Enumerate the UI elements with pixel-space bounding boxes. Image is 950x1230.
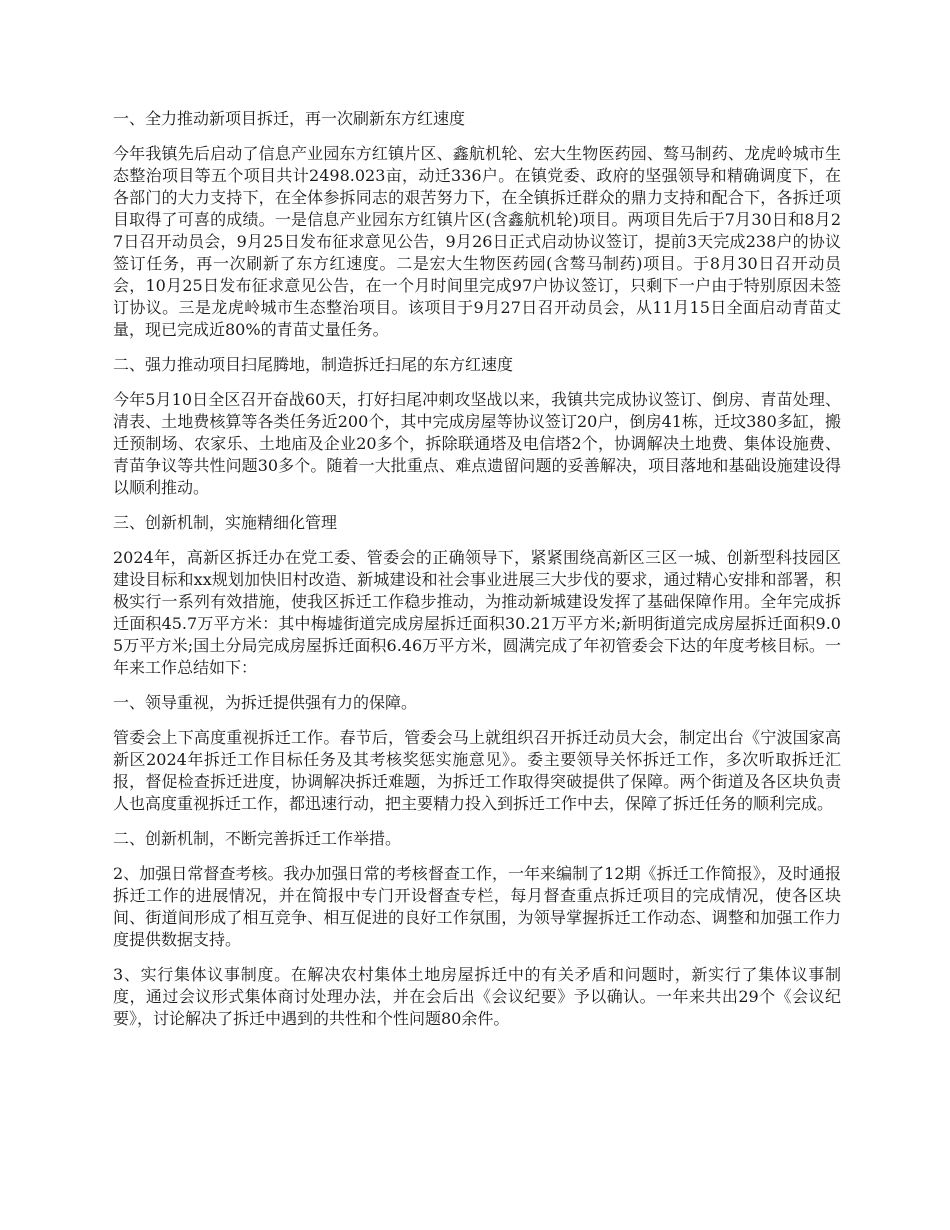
paragraph-3: 2024年，高新区拆迁办在党工委、管委会的正确领导下，紧紧围绕高新区三区一城、创新型科技园区建设目标和xx规划加快旧村改造、新城建设和社会事业进展三大步伐的要求，通过精心安排和部署，积极实行一系列有效措施，使我区拆迁工作稳步推动，为推动新城建设发挥了基础保障作用。全年完成拆迁面积45.7万平方米：其中梅墟街道完成房屋拆迁面积30.21万平方米;新明街道完成房屋拆迁面积9.05万平方米;国土分局完成房屋拆迁面积6.46万平方米，圆满完成了年初管委会下达的年度考核目标。一年来工作总结如下： — [113, 548, 841, 677]
heading-3: 三、创新机制，实施精细化管理 — [113, 513, 338, 532]
heading-1: 一、全力推动新项目拆迁，再一次刷新东方红速度 — [113, 109, 466, 128]
heading-2: 二、强力推动项目扫尾腾地，制造拆迁扫尾的东方红速度 — [113, 355, 514, 374]
paragraph-4: 管委会上下高度重视拆迁工作。春节后，管委会马上就组织召开拆迁动员大会，制定出台《宁波国家高新区2024年拆迁工作目标任务及其考核奖惩实施意见》。委主要领导关怀拆迁工作，多次听取拆迁汇报，督促检查拆迁进度，协调解决拆迁难题，为拆迁工作取得突破提供了保障。两个街道及各区块负责人也高度重视拆迁工作，都迅速行动，把主要精力投入到拆迁工作中去，保障了拆迁任务的顺利完成。 — [113, 728, 841, 813]
paragraph-5: 2、加强日常督查考核。我办加强日常的考核督查工作，一年来编制了12期《拆迁工作简报》，及时通报拆迁工作的进展情况，并在简报中专门开设督查专栏，每月督查重点拆迁项目的完成情况，使各区块间、街道间形成了相互竞争、相互促进的良好工作氛围，为领导掌握拆迁工作动态、调整和加强工作力度提供数据支持。 — [113, 864, 841, 949]
paragraph-1: 今年我镇先后启动了信息产业园东方红镇片区、鑫航机轮、宏大生物医药园、骜马制药、龙虎岭城市生态整治项目等五个项目共计2498.023亩，动迁336户。在镇党委、政府的坚强领导和精确调度下，在各部门的大力支持下，在全体参拆同志的艰苦努力下，在全镇拆迁群众的鼎力支持和配合下，各拆迁项目取得了可喜的成绩。一是信息产业园东方红镇片区(含鑫航机轮)项目。两项目先后于7月30日和8月27日召开动员会，9月25日发布征求意见公告，9月26日正式启动协议签订，提前3天完成238户的协议签订任务，再一次刷新了东方红速度。二是宏大生物医药园(含骜马制药)项目。于8月30日召开动员会，10月25日发布征求意见公告，在一个月时间里完成97户协议签订，只剩下一户由于特别原因未签订协议。三是龙虎岭城市生态整治项目。该项目于9月27日召开动员会，从11月15日全面启动青苗丈量，现已完成近80%的青苗丈量任务。 — [113, 144, 841, 339]
paragraph-2: 今年5月10日全区召开奋战60天，打好扫尾冲刺攻坚战以来，我镇共完成协议签订、倒房、青苗处理、清表、土地费核算等各类任务近200个，其中完成房屋等协议签订20户，倒房41栋，迁坟380多缸，搬迁预制场、农家乐、土地庙及企业20多个，拆除联通塔及电信塔2个，协调解决土地费、集体设施费、青苗争议等共性问题30多个。随着一大批重点、难点遗留问题的妥善解决，项目落地和基础设施建设得以顺利推动。 — [113, 390, 841, 497]
heading-4: 一、领导重视，为拆迁提供强有力的保障。 — [113, 693, 418, 712]
document-page — [113, 108, 841, 1043]
paragraph-6: 3、实行集体议事制度。在解决农村集体土地房屋拆迁中的有关矛盾和问题时，新实行了集体议事制度，通过会议形式集体商讨处理办法，并在会后出《会议纪要》予以确认。一年来共出29个《会议纪要》，讨论解决了拆迁中遇到的共性和个性问题80余件。 — [113, 965, 841, 1028]
heading-5: 二、创新机制，不断完善拆迁工作举措。 — [113, 829, 402, 848]
